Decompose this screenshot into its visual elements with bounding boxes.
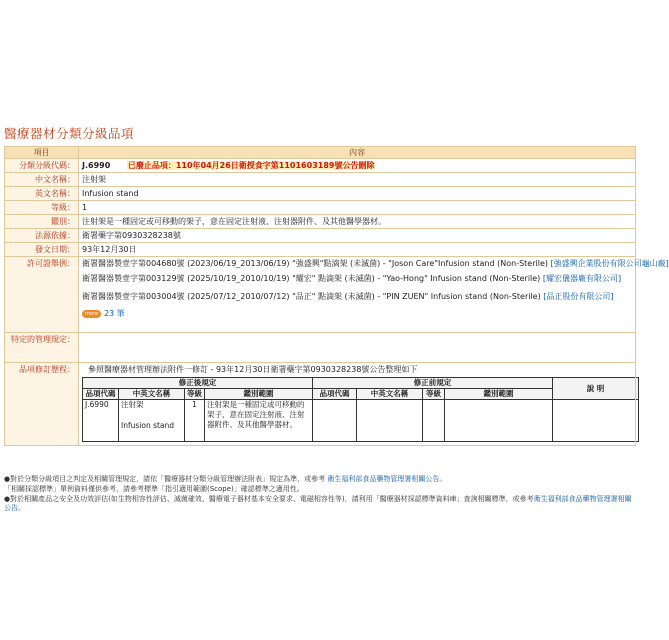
row-permits — [5, 257, 636, 333]
rev-remarks — [553, 400, 639, 442]
page-title: 醫療器材分類分級品項 — [4, 126, 135, 141]
name-zh-value: 注射架 — [79, 173, 636, 187]
revision-history-label: 品項修訂歷程： — [5, 363, 79, 446]
rev-name — [119, 400, 185, 442]
revision-intro: 參照醫療器材管理辦法附件一修訂 - 93年12月30日衛署藥字第0930328238號公告整理如下 — [88, 365, 418, 374]
table-header-row — [5, 147, 636, 159]
permit-company-link[interactable]: [耀宏儀器廠有限公司] — [542, 274, 622, 283]
header-item: 項目 — [5, 147, 79, 159]
rev-before-grade — [423, 400, 445, 442]
row-identification — [5, 215, 636, 229]
col-code-after: 品項代碼 — [83, 389, 119, 400]
col-name-after: 中英文名稱 — [119, 389, 185, 400]
footnote-3-tail: 。 — [18, 504, 25, 513]
footnote-3-text: ●對於相關產品之安全及功效評估(如生物相容性評估、滅菌確效、醫療電子器材基本安全要求、電磁相容性等)，請利用「醫療器材採認標準資料庫」查詢相關標準，或參考 — [4, 494, 534, 503]
permits-label: 許可證舉例： — [5, 257, 79, 333]
name-en-value: Infusion stand — [79, 187, 636, 201]
rev-identification: 注射架是一種固定或可移動的架子，意在固定注射液、注射器附件、及其他醫學器材。 — [205, 400, 313, 442]
name-en-label: 英文名稱： — [5, 187, 79, 201]
permit-item — [82, 258, 669, 269]
row-name-en — [5, 187, 636, 201]
row-legal-basis — [5, 229, 636, 243]
rev-code: J.6990 — [83, 400, 119, 442]
more-permits — [82, 308, 632, 319]
remarks-header: 說 明 — [553, 378, 639, 400]
footnote-2: 「相關採認標準」單例資料僅供參考，請參考標準「指引適用範圍(Scope)」確認標準之適用性。 — [4, 484, 304, 493]
rev-grade: 1 — [185, 400, 205, 442]
row-grade — [5, 201, 636, 215]
row-code — [5, 159, 636, 173]
row-revision-history — [5, 363, 636, 446]
permit-company-link[interactable]: [強盛興企業股份有限公司龜山廠] — [550, 259, 669, 268]
permit-item — [82, 291, 632, 302]
rev-before-identification — [445, 400, 553, 442]
revision-table — [82, 377, 639, 442]
fda-announcement-link[interactable]: 衛生福利部食品藥物管理署相關公告 — [327, 475, 440, 483]
permits-cell — [79, 257, 669, 333]
name-zh-label: 中文名稱： — [5, 173, 79, 187]
classification-table — [4, 146, 669, 446]
specific-management-label: 特定的管理規定： — [5, 333, 79, 363]
rev-name-zh: 注射架 — [121, 400, 144, 409]
abolish-notice: 已廢止品項：110年04月26日衛授食字第1101603189號公告刪除 — [127, 161, 375, 170]
col-identification-before: 鑑別範圍 — [445, 389, 553, 400]
permit-company-link[interactable]: [品正股份有限公司] — [543, 292, 614, 301]
col-name-before: 中英文名稱 — [357, 389, 423, 400]
rev-name-en: Infusion stand — [121, 421, 175, 430]
group-before-header: 修正前規定 — [313, 378, 553, 389]
col-grade-before: 等級 — [423, 389, 445, 400]
row-specific-management — [5, 333, 636, 363]
more-count-link[interactable]: 23 筆 — [103, 309, 125, 318]
permit-text: 衛署醫器製壹字第003004號 (2025/07/12_2010/07/12) "品正" 點滴架 (未滅菌) - "PIN ZUEN" Infusion stand (Non-Sterile) — [82, 292, 544, 301]
footnote-3 — [4, 495, 636, 515]
code-cell — [79, 159, 636, 173]
row-effective-date — [5, 243, 636, 257]
footnote-1-text: ●對於分類分級項目之判定及相關管理規定，請依「醫療器材分類分級管理辦法附表」規定為準，或參考 — [4, 475, 328, 483]
identification-label: 鑑別： — [5, 215, 79, 229]
more-button[interactable]: more — [82, 310, 101, 318]
legal-basis-label: 法源依據： — [5, 229, 79, 243]
footnote-1 — [4, 475, 636, 485]
permit-text: 衛署醫器製壹字第003129號 (2025/10/19_2010/10/19) "耀宏" 點滴架 (未滅菌) - "Yao-Hong" Infusion stand (Non-Sterile) — [82, 274, 543, 283]
col-code-before: 品項代碼 — [313, 389, 357, 400]
col-grade-after: 等級 — [185, 389, 205, 400]
rev-before-code — [313, 400, 357, 442]
group-after-header: 修正後規定 — [83, 378, 313, 389]
header-content: 內容 — [79, 147, 636, 159]
fda-announcement-link-2[interactable]: 衛生福利部食品藥物管理署相關公告 — [4, 494, 632, 513]
effective-date-value: 93年12月30日 — [79, 243, 636, 257]
grade-label: 等級： — [5, 201, 79, 215]
footnote-1-tail: 。 — [439, 475, 447, 483]
rev-before-name — [357, 400, 423, 442]
grade-value: 1 — [79, 201, 636, 215]
permit-text: 衛署醫器製壹字第004680號 (2023/06/19_2013/06/19) "強盛興"點滴架 (未滅菌) - "Joson Care"Infusion stand (Non-Sterile) — [82, 259, 551, 268]
effective-date-label: 發文日期： — [5, 243, 79, 257]
revision-history-cell — [79, 363, 636, 446]
revision-row — [83, 400, 639, 442]
legal-basis-value: 衛署藥字第0930328238號 — [79, 229, 636, 243]
col-identification-after: 鑑別範圍 — [205, 389, 313, 400]
footnotes — [4, 475, 636, 514]
code-value: J.6990 — [82, 161, 111, 170]
code-label: 分類分級代碼： — [5, 159, 79, 173]
row-name-zh — [5, 173, 636, 187]
identification-value: 注射架是一種固定或可移動的架子，意在固定注射液、注射器附件、及其他醫學器材。 — [79, 215, 636, 229]
permit-item — [82, 273, 632, 284]
specific-management-value — [79, 333, 636, 363]
